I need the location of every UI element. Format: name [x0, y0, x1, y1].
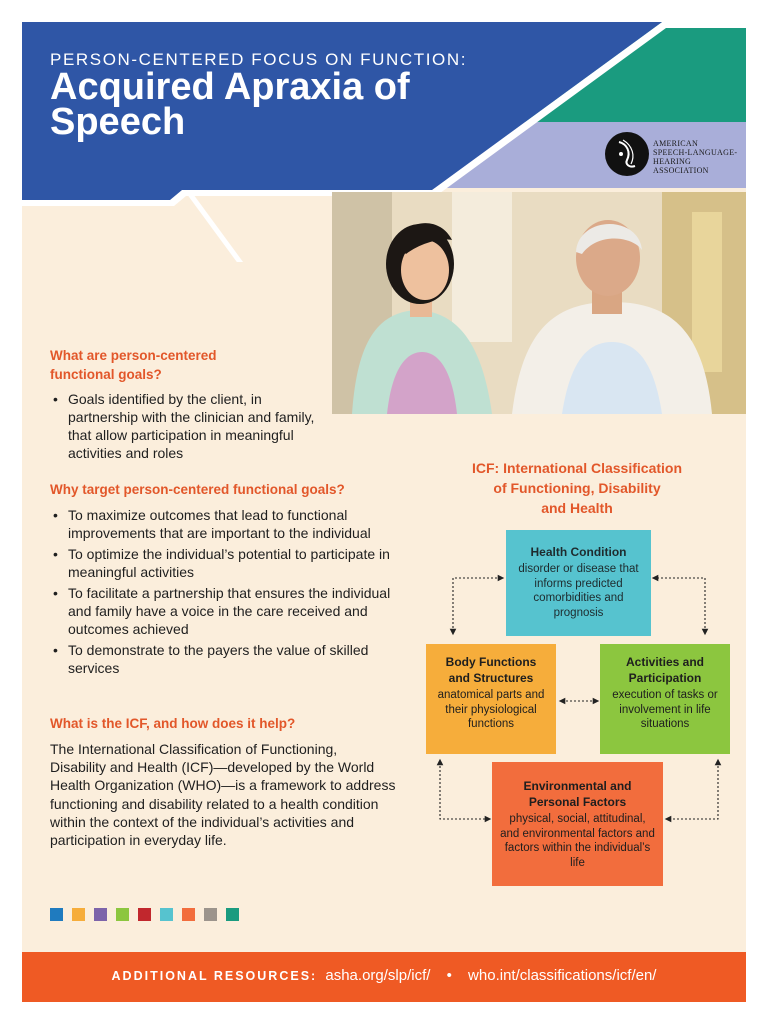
section-2-heading: Why target person-centered functional goals?: [50, 482, 345, 497]
body-functions-box: Body Functions and Structures anatomical parts and their physiological functions: [426, 644, 556, 754]
asha-logo-text: AMERICAN SPEECH-LANGUAGE- HEARING ASSOCIATION: [653, 139, 738, 175]
asha-logo-icon: [605, 132, 649, 176]
connector-health-activities: [655, 578, 705, 632]
icf-description: The International Classification of Functioning, Disability and Health (ICF)—developed by the World Health Organization (WHO)—is a framework to address functioning and disability related to a health condition within the context of the individual’s activities and participation in everyday life.: [50, 741, 396, 849]
section-1-list: [50, 390, 330, 465]
health-condition-box: Health Condition disorder or disease that informs predicted comorbidities and prognosis: [506, 530, 651, 636]
footer-label: ADDITIONAL RESOURCES:: [111, 969, 318, 983]
swatch: [204, 908, 217, 921]
environmental-factors-box: Environmental and Personal Factors physical, social, attitudinal, and environmental factors and factors within the individual’s life: [492, 762, 663, 886]
swatch: [72, 908, 85, 921]
swatch: [94, 908, 107, 921]
swatch: [182, 908, 195, 921]
list-item: • To demonstrate to the payers the value of skilled services: [50, 641, 402, 677]
activities-participation-box: Activities and Participation execution of tasks or involvement in life situations: [600, 644, 730, 754]
fact-sheet-page: [22, 22, 746, 1002]
footer-separator: •: [446, 967, 452, 984]
swatch: [138, 908, 151, 921]
swatch: [226, 908, 239, 921]
resource-link-asha[interactable]: asha.org/slp/icf/: [325, 967, 431, 984]
swatch: [50, 908, 63, 921]
swatch: [116, 908, 129, 921]
section-2-list: [50, 506, 402, 680]
section-1-heading: What are person-centered functional goals?: [50, 348, 217, 382]
list-item: • Goals identified by the client, in partnership with the clinician and family, that allow participation in meaningful activities and roles: [50, 390, 330, 462]
connector-health-body: [453, 578, 501, 632]
document-title: Acquired Apraxia of Speech: [50, 66, 410, 143]
hero-photo: [332, 192, 746, 414]
resource-link-who[interactable]: who.int/classifications/icf/en/: [468, 967, 657, 984]
connector-activities-environment: [668, 762, 718, 819]
section-3-heading: What is the ICF, and how does it help?: [50, 716, 296, 731]
list-item: • To facilitate a partnership that ensures the individual and family have a voice in the care received and outcomes achieved: [50, 584, 402, 638]
header-kicker: PERSON-CENTERED FOCUS ON FUNCTION:: [50, 50, 468, 69]
icf-diagram-title: ICF: International Classification of Functioning, Disability and Health: [471, 460, 683, 516]
list-item: • To maximize outcomes that lead to functional improvements that are important to the individual: [50, 506, 402, 542]
footer-bar: [22, 952, 746, 1002]
connector-body-environment: [440, 762, 488, 819]
list-item: • To optimize the individual’s potential to participate in meaningful activities: [50, 545, 402, 581]
swatch: [160, 908, 173, 921]
